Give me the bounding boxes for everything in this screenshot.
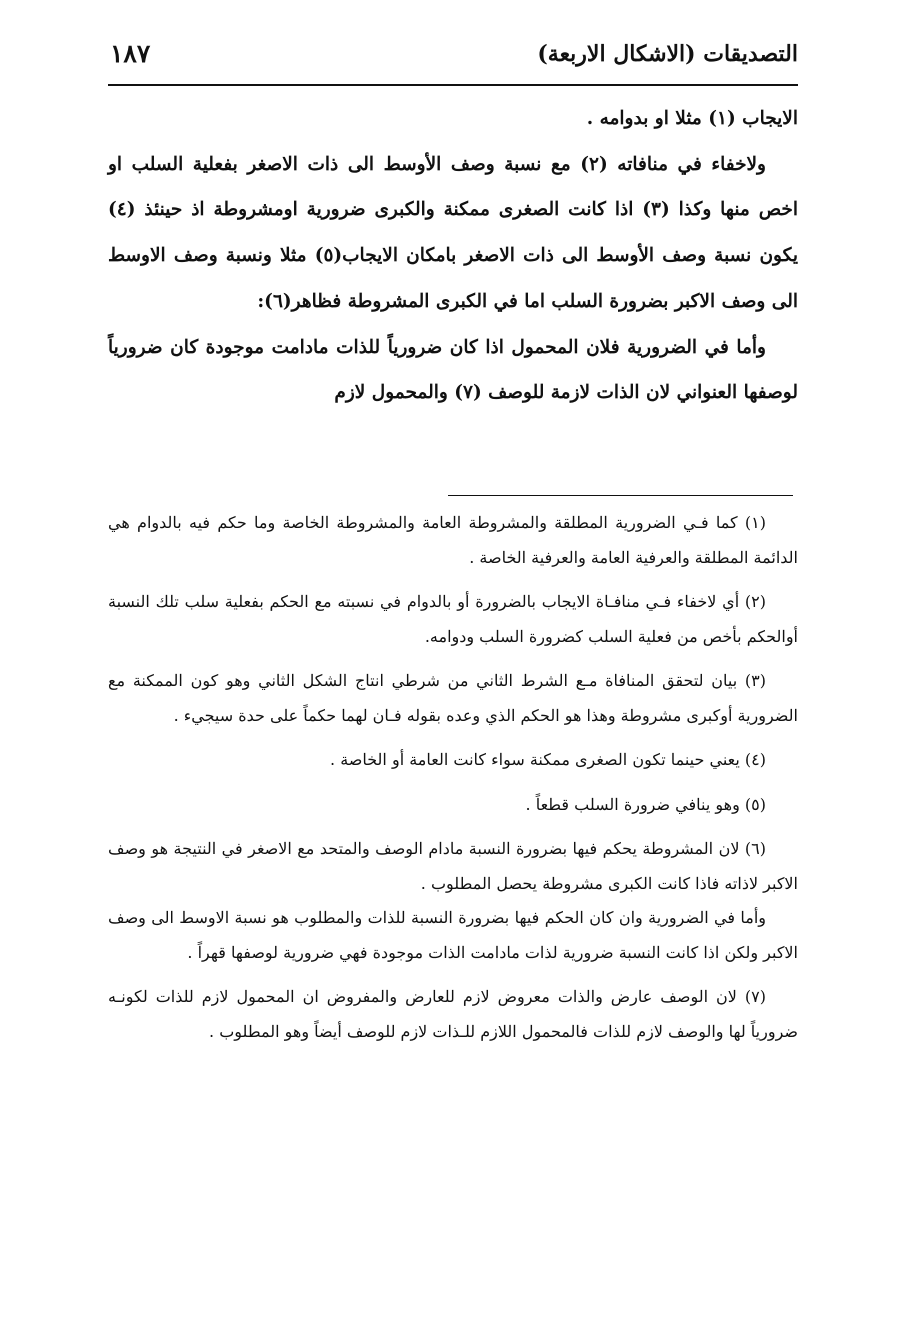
header-rule [108,84,798,86]
footnote: (٣) بيان لتحقق المنافاة مـع الشرط الثاني من شرطي انتاج الشكل الثاني وهو كون الممكنة مع الضرورية أوكبرى مشروطة وهذا هو الحكم الذي وعده بقوله فـان لهما حكماً على حدة سيجيء . [108,671,798,725]
footnote: (٧) لان الوصف عارض والذات معروض لازم للعارض والمفروض ان المحمول لازم للذات لكونـه ضرورياً لها والوصف لازم للذات فالمحمول اللازم للـذات لازم للوصف أيضاً وهو المطلوب . [108,987,798,1041]
footnote: (٥) وهو ينافي ضرورة السلب قطعاً . [525,794,766,814]
paragraph: وأما في الضرورية فلان المحمول اذا كان ضرورياً للذات مادامت موجودة كان ضرورياً لوصفها العنواني لان الذات لازمة للوصف (٧) والمحمول لازم [108,336,798,404]
footnote-continuation: وأما في الضرورية وان كان الحكم فيها بضرورة النسبة للذات والمطلوب هو نسبة الاوسط الى وصف الاكبر ولكن اذا كانت النسبة ضرورية لذات مادامت الذات موجودة فهي ضرورية لوصفها قهراً . [108,908,798,962]
footnote: (٢) أي لاخفاء فـي منافـاة الايجاب بالضرورة أو بالدوام في نسبته مع الحكم بفعلية سلب تلك النسبة أوالحكم بأخص من فعلية السلب كضرورة السلب ودوامه. [108,592,798,646]
running-title: التصديقات (الاشكال الاربعة) [537,41,798,67]
footnote: (٦) لان المشروطة يحكم فيها بضرورة النسبة مادام الوصف والمتحد مع الاصغر في النتيجة هو وصف الاكبر لاذاته فاذا كانت الكبرى مشروطة يحصل المطلوب . [108,839,798,893]
paragraph: الايجاب (١) مثلا او بدوامه . [586,108,798,129]
footnotes [108,506,798,1049]
footnote: (١) كما فـي الضرورية المطلقة والمشروطة العامة والمشروطة الخاصة وما حكم فيه بالدوام هي الدائمة المطلقة والعرفية العامة والعرفية الخاصة . [108,513,798,567]
footnote: (٤) يعني حينما تكون الصغرى ممكنة سواء كانت العامة أو الخاصة . [330,750,766,769]
page-header [110,34,798,78]
paragraph: ولاخفاء في منافاته (٢) مع نسبة وصف الأوسط الى ذات الاصغر بفعلية السلب او اخص منها وكذا (٣) اذا كانت الصغرى ممكنة والكبرى ضرورية اومشروطة اذ حينئذ (٤) يكون نسبة وصف الأوسط الى ذات الاصغر بامكان الايجاب(٥) مثلا ونسبة وصف الاوسط الى وصف الاكبر بضرورة السلب اما في الكبرى المشروطة فظاهر(٦): [108,153,798,312]
page-number: ١٨٧ [110,39,151,68]
main-text [108,96,798,416]
footnote-rule [448,495,793,496]
